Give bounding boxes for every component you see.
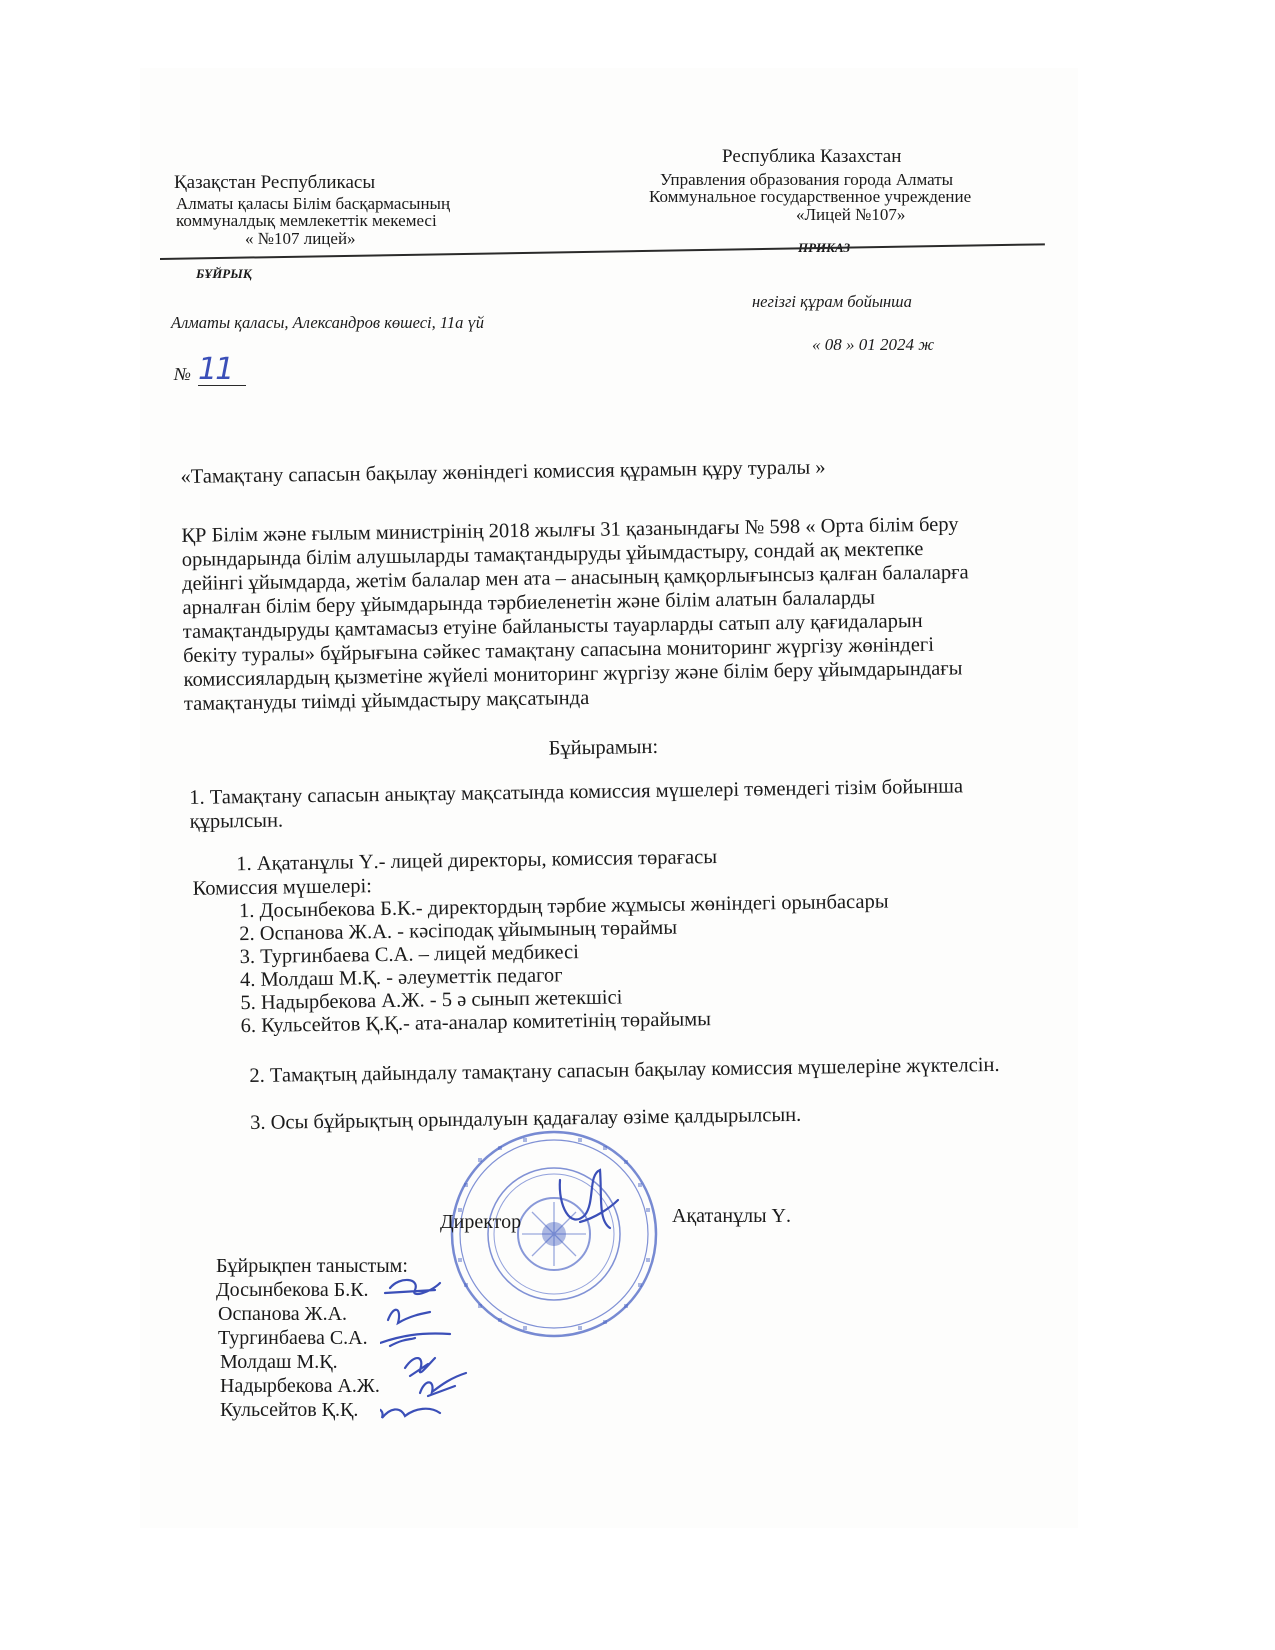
header-ru-line1: Республика Казахстан xyxy=(722,146,902,167)
order-category: негізгі құрам бойынша xyxy=(752,292,912,311)
header-ru-line4: «Лицей №107» xyxy=(796,205,906,224)
point-1-line2: құрылсын. xyxy=(189,809,284,833)
preamble-line: бекіту туралы» бұйрығына сәйкес тамақтану сапасына мониторинг жүргізу жөніндегі xyxy=(183,633,935,667)
member-item: 3. Тургинбаева С.А. – лицей медбикесі xyxy=(239,941,580,969)
header-ru-line3: Коммунальное государственное учреждение xyxy=(649,187,972,206)
preamble-line: тамақтануды тиімді ұйымдастыру мақсатында xyxy=(183,686,590,715)
preamble-line: тамақтандыруды қамтамасыз етуіне байланысты тауарларды сатып алу қағидаларын xyxy=(182,610,923,643)
member-item: 4. Молдаш М.Қ. - әлеуметтік педагог xyxy=(239,964,563,992)
ack-name: Надырбекова А.Ж. xyxy=(220,1375,380,1397)
order-number-underline xyxy=(198,385,246,386)
header-kz-line1: Қазақстан Республикасы xyxy=(174,172,376,193)
ack-name: Кульсейтов Қ.Қ. xyxy=(220,1399,359,1421)
signature-name: Ақатанұлы Ү. xyxy=(672,1205,791,1227)
point-1-line1: 1. Тамақтану сапасын анықтау мақсатында комиссия мүшелері төмендегі тізім бойынша xyxy=(189,775,964,809)
member-item: 2. Оспанова Ж.А. - кәсіподақ ұйымының төраймы xyxy=(239,916,678,946)
preamble-line: орындарында білім алушыларды тамақтандыруды ұйымдастыру, сондай ақ мектепке xyxy=(181,537,924,571)
ack-name: Досынбекова Б.К. xyxy=(216,1279,369,1301)
ack-name: Тургинбаева С.А. xyxy=(218,1327,368,1349)
order-heading: Бұйырамын: xyxy=(548,735,659,760)
point-2: 2. Тамақтың дайындалу тамақтану сапасын бақылау комиссия мүшелеріне жүктелсін. xyxy=(249,1053,1000,1088)
preamble-line: дейінгі ұйымдарда, жетім балалар мен ата – анасының қамқорлығынсыз қалған балаларға xyxy=(181,561,969,595)
header-ru-line2: Управления образования города Алматы xyxy=(660,170,954,189)
preamble-line: комиссиялардың қызметіне жүйелі мониторинг жүргізу және білім беру ұйымдарындағы xyxy=(183,657,963,691)
header-kz-order-word: БҰЙРЫҚ xyxy=(196,266,252,281)
header-kz-line4: « №107 лицей» xyxy=(245,229,356,248)
member-item: 6. Кульсейтов Қ.Қ.- ата-аналар комитетінің төрайымы xyxy=(240,1008,712,1038)
header-kz-line3: коммуналдық мемлекеттік мекемесі xyxy=(176,211,437,230)
ack-name: Оспанова Ж.А. xyxy=(218,1303,348,1325)
header-ru-order-word: ПРИКАЗ xyxy=(798,240,851,255)
members-label: Комиссия мүшелері: xyxy=(192,875,373,900)
director-signature xyxy=(540,1160,630,1250)
member-item: 5. Надырбекова А.Ж. - 5 ә сынып жетекшісі xyxy=(240,986,623,1015)
order-number-label: № xyxy=(174,364,191,384)
signature-role: Директор xyxy=(440,1211,522,1233)
address: Алматы қаласы, Александров көшесі, 11а үй xyxy=(171,313,485,332)
ack-name: Молдаш М.Қ. xyxy=(220,1351,338,1373)
header-kz-line2: Алматы қаласы Білім басқармасының xyxy=(176,194,451,213)
order-number-handwritten: 11 xyxy=(198,352,233,387)
commission-chair: 1. Ақатанұлы Ү.- лицей директоры, комиссия төрағасы xyxy=(236,846,718,876)
preamble-line: арналған білім беру ұйымдарында тәрбиеленетін және білім алатын балаларды xyxy=(182,586,876,619)
ack-signatures xyxy=(380,1268,490,1428)
order-title: «Тамақтану сапасын бақылау жөніндегі комиссия құрамын құру туралы » xyxy=(180,456,826,488)
point-3: 3. Осы бұйрықтың орындалуын қадағалау өзіме қалдырылсын. xyxy=(249,1103,802,1135)
member-item: 1. Досынбекова Б.К.- директордың тәрбие жұмысы жөніндегі орынбасары xyxy=(238,890,889,923)
order-date: « 08 » 01 2024 ж xyxy=(812,335,935,354)
preamble-line: ҚР Білім және ғылым министрінің 2018 жылғы 31 қазанындағы № 598 « Орта білім беру xyxy=(181,513,959,547)
ack-label: Бұйрықпен таныстым: xyxy=(216,1255,408,1277)
